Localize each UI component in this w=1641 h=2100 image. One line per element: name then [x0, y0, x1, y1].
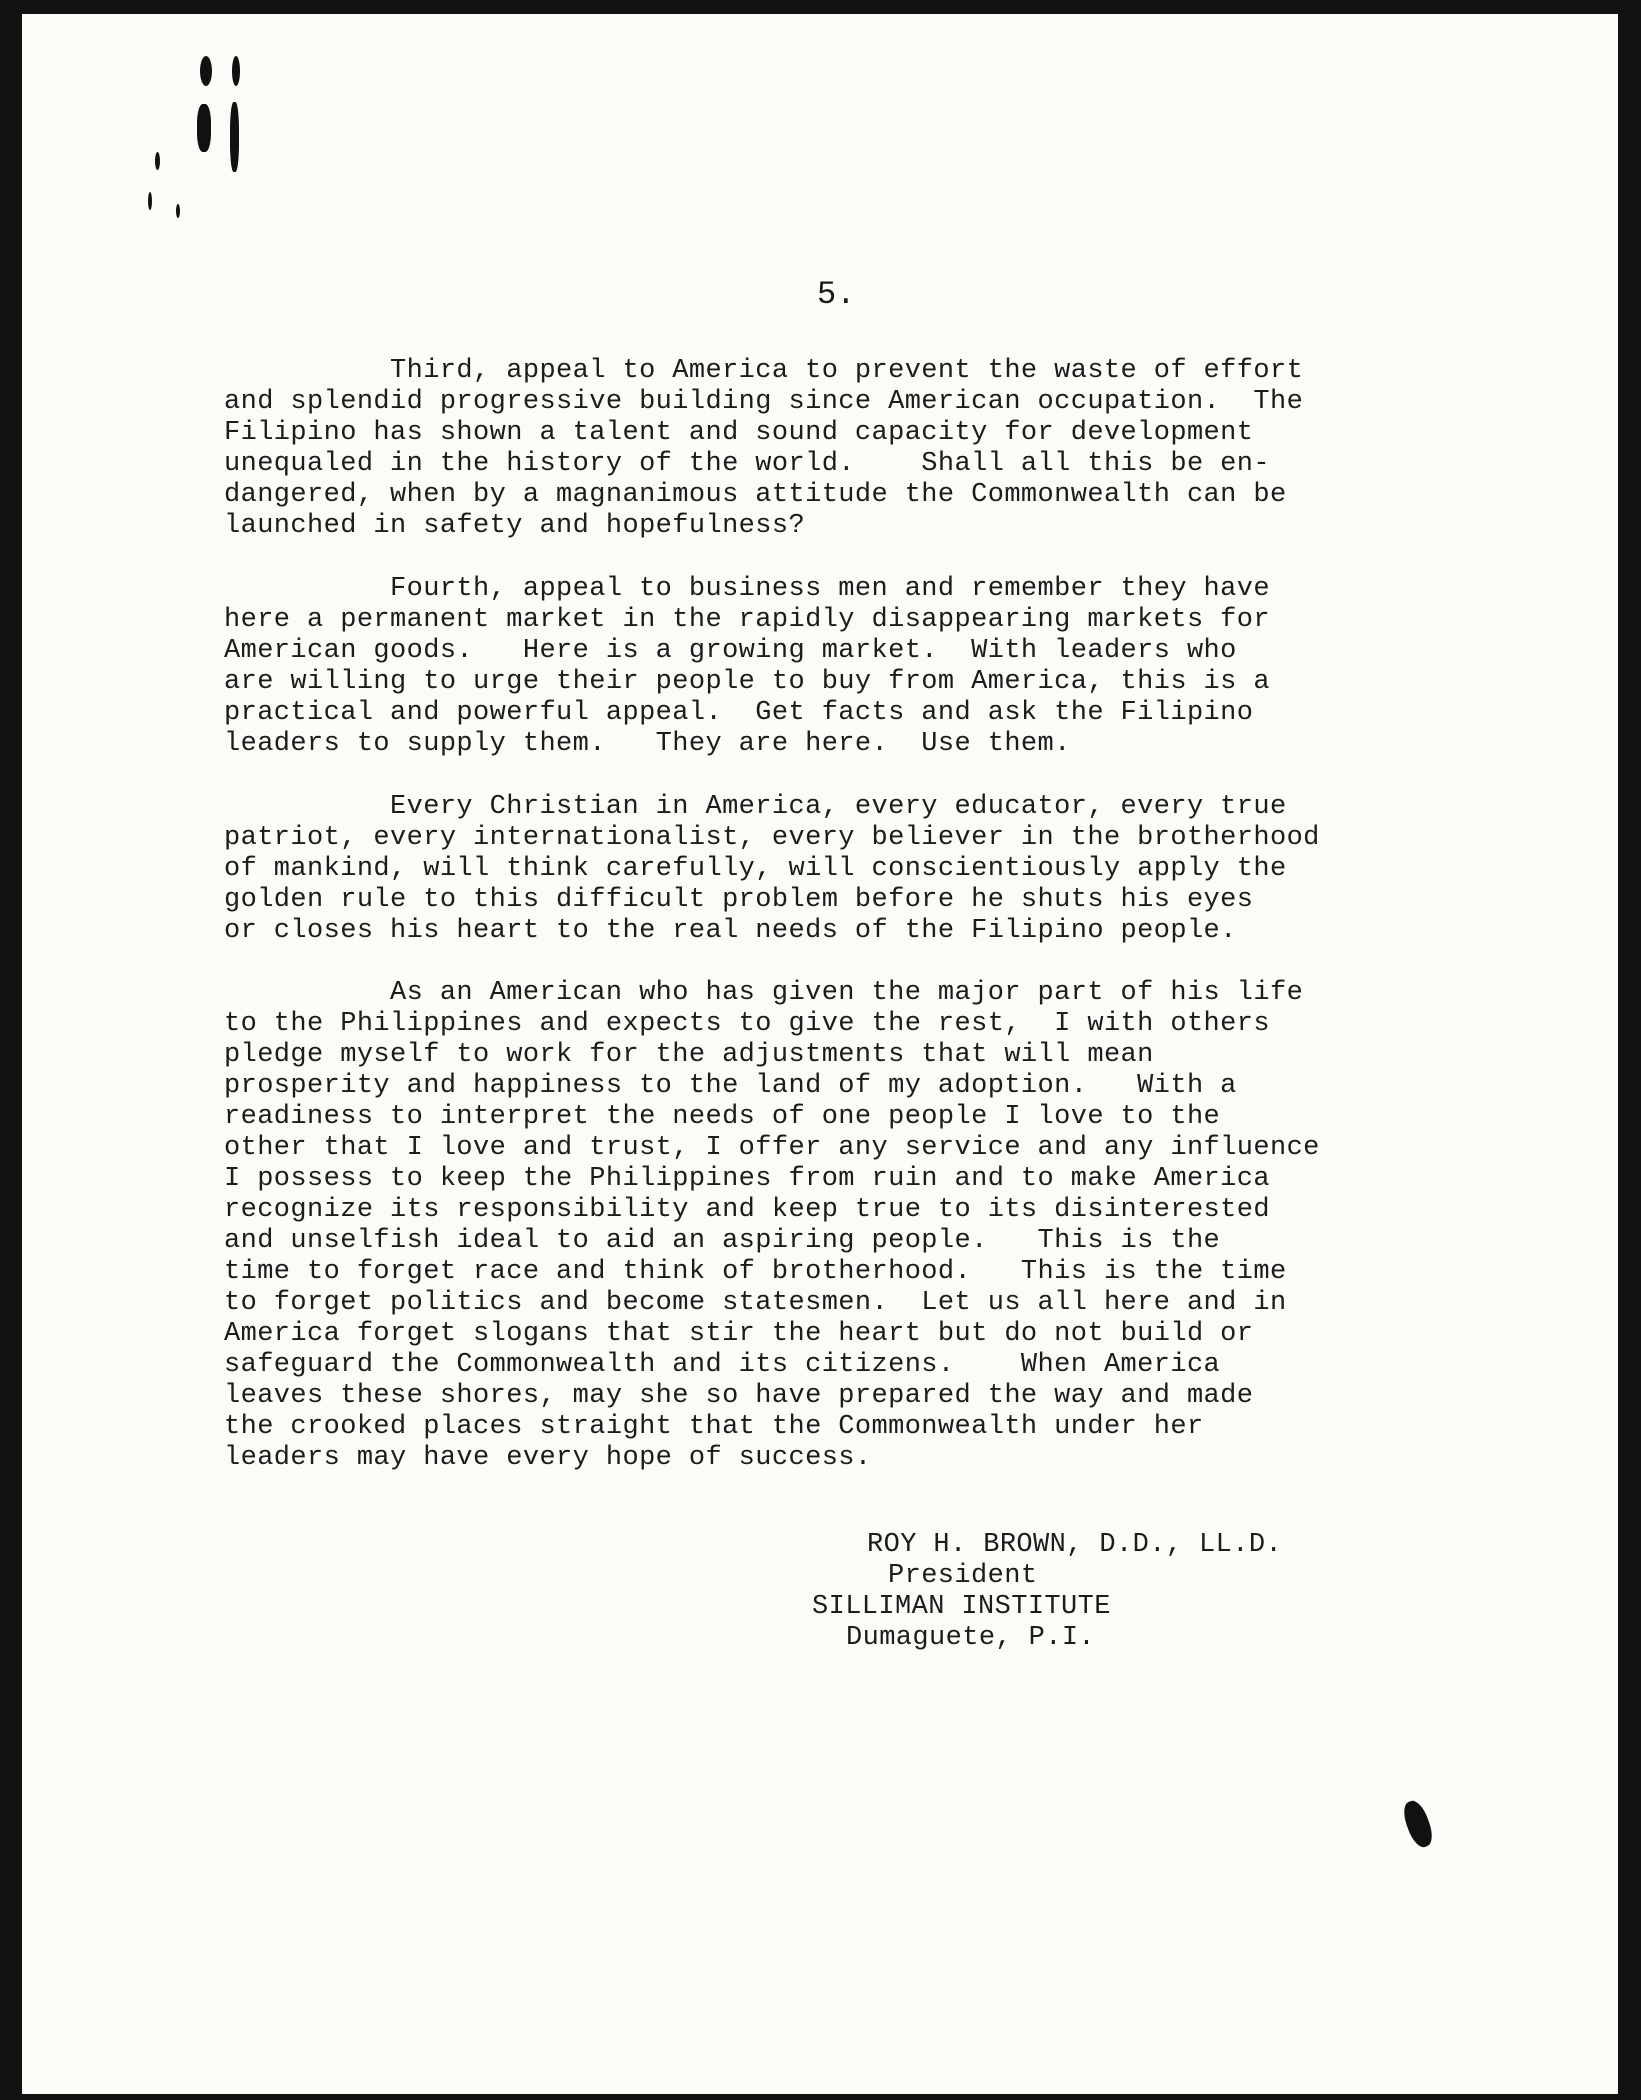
signature-title: President: [888, 1561, 1038, 1591]
document-page: [22, 14, 1618, 2094]
paragraph-every-christian: Every Christian in America, every educator, every true patriot, every internationalist, every believer in the brotherhood of mankind, will think carefully, will conscientiously apply the golden rule to this difficult problem before he shuts his eyes or closes his heart to the real needs of the Filipino people.: [224, 792, 1320, 946]
scan-mark-8: [1399, 1798, 1436, 1851]
scan-mark-4: [230, 102, 239, 172]
scan-mark-5: [148, 192, 152, 210]
scan-mark-7: [155, 152, 160, 170]
scan-mark-3: [232, 56, 240, 86]
scan-mark-2: [197, 104, 211, 152]
scan-mark-1: [200, 56, 212, 86]
signature-location: Dumaguete, P.I.: [846, 1623, 1096, 1653]
paragraph-fourth-appeal: Fourth, appeal to business men and remember they have here a permanent market in the rapidly disappearing markets for American goods. Here is a growing market. With leaders who are willing to urge their people to buy from America, this is a practical and powerful appeal. Get facts and ask the Filipino leaders to supply them. They are here. Use them.: [224, 574, 1270, 759]
scan-mark-6: [176, 204, 180, 218]
paragraph-as-an-american: As an American who has given the major part of his life to the Philippines and expects to give the rest, I with others pledge myself to work for the adjustments that will mean prosperity and happiness to the land of my adoption. With a readiness to interpret the needs of one people I love to the other that I love and trust, I offer any service and any influence I possess to keep the Philippines from ruin and to make America recognize its responsibility and keep true to its disinterested and unselfish ideal to aid an aspiring people. This is the time to forget race and think of brotherhood. This is the time to forget politics and become statesmen. Let us all here and in America forget slogans that stir the heart but do not build or safeguard the Commonwealth and its citizens. When America leaves these shores, may she so have prepared the way and made the crooked places straight that the Commonwealth under her leaders may have every hope of success.: [224, 978, 1320, 1473]
page-number: 5.: [817, 276, 856, 313]
paragraph-third-appeal: Third, appeal to America to prevent the waste of effort and splendid progressive building since American occupation. The Filipino has shown a talent and sound capacity for development unequaled in the history of the world. Shall all this be en- dangered, when by a magnanimous attitude the Commonwealth can be launched in safety and hopefulness?: [224, 356, 1304, 541]
signature-institution: SILLIMAN INSTITUTE: [812, 1592, 1111, 1622]
signature-name: ROY H. BROWN, D.D., LL.D.: [867, 1530, 1283, 1560]
